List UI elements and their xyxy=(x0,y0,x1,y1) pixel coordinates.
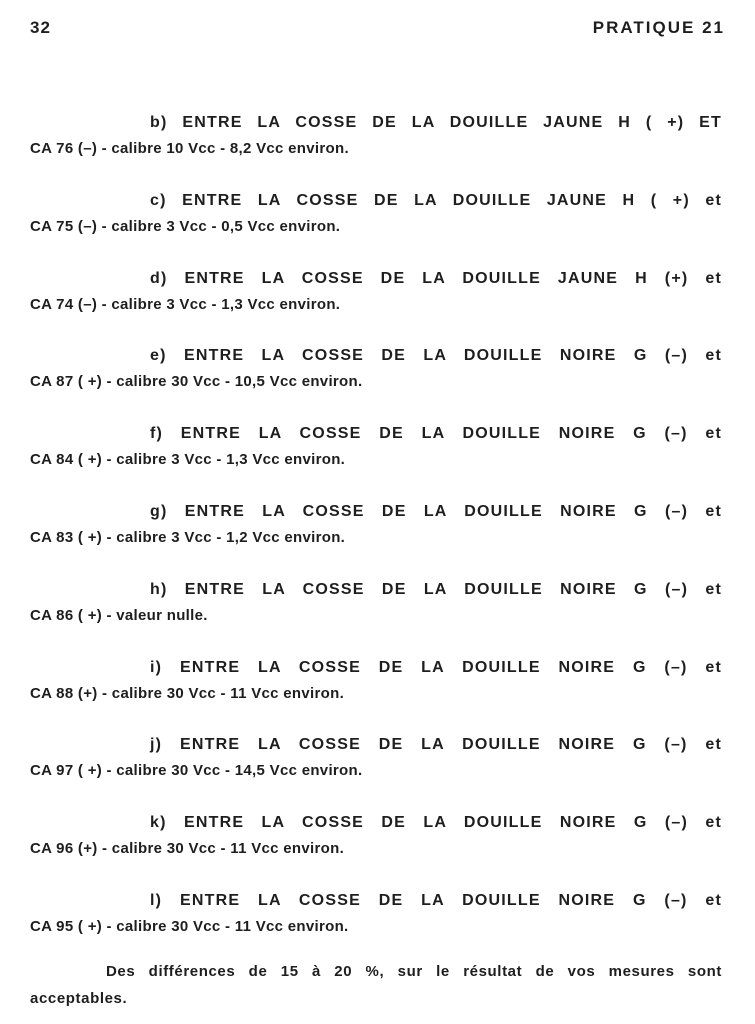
note-line-1: Des différences de 15 à 20 %, sur le résultat de vos mesures sont xyxy=(106,963,722,980)
item-heading: l) ENTRE LA COSSE DE LA DOUILLE NOIRE G (–) et xyxy=(150,891,722,909)
measurement-item-k xyxy=(30,810,722,888)
item-detail: CA 87 ( +) - calibre 30 Vcc - 10,5 Vcc environ. xyxy=(30,373,363,391)
page-number: 32 xyxy=(30,18,51,37)
measurement-item-c xyxy=(30,188,722,266)
measurement-list xyxy=(30,110,722,966)
measurement-item-i xyxy=(30,655,722,733)
measurement-item-d xyxy=(30,266,722,344)
tolerance-note xyxy=(30,958,722,1012)
item-detail: CA 74 (–) - calibre 3 Vcc - 1,3 Vcc environ. xyxy=(30,295,341,313)
item-heading: j) ENTRE LA COSSE DE LA DOUILLE NOIRE G (–) et xyxy=(150,736,722,754)
item-heading: g) ENTRE LA COSSE DE LA DOUILLE NOIRE G (–) et xyxy=(150,502,722,520)
item-detail: CA 84 ( +) - calibre 3 Vcc - 1,3 Vcc environ. xyxy=(30,451,346,469)
measurement-item-e xyxy=(30,343,722,421)
item-detail: CA 83 ( +) - calibre 3 Vcc - 1,2 Vcc environ. xyxy=(30,528,346,546)
item-heading: d) ENTRE LA COSSE DE LA DOUILLE JAUNE H (+) et xyxy=(150,269,722,287)
measurement-item-g xyxy=(30,499,722,577)
measurement-item-j xyxy=(30,732,722,810)
item-heading: c) ENTRE LA COSSE DE LA DOUILLE JAUNE H ( +) et xyxy=(150,191,722,209)
item-detail: CA 76 (–) - calibre 10 Vcc - 8,2 Vcc environ. xyxy=(30,140,349,157)
note-line-2: acceptables. xyxy=(30,990,128,1007)
item-heading: e) ENTRE LA COSSE DE LA DOUILLE NOIRE G (–) et xyxy=(150,347,722,365)
item-detail: CA 95 ( +) - calibre 30 Vcc - 11 Vcc environ. xyxy=(30,917,349,935)
item-heading: f) ENTRE LA COSSE DE LA DOUILLE NOIRE G (–) et xyxy=(150,425,722,443)
item-detail: CA 86 ( +) - valeur nulle. xyxy=(30,606,208,624)
measurement-item-f xyxy=(30,421,722,499)
item-detail: CA 97 ( +) - calibre 30 Vcc - 14,5 Vcc environ. xyxy=(30,762,363,780)
running-header xyxy=(30,18,725,42)
journal-title: PRATIQUE 21 xyxy=(592,18,725,37)
item-detail: CA 96 (+) - calibre 30 Vcc - 11 Vcc environ. xyxy=(30,840,345,858)
item-detail: CA 75 (–) - calibre 3 Vcc - 0,5 Vcc environ. xyxy=(30,217,341,235)
measurement-item-b xyxy=(30,110,722,188)
item-heading: k) ENTRE LA COSSE DE LA DOUILLE NOIRE G (–) et xyxy=(150,814,722,832)
measurement-item-h xyxy=(30,577,722,655)
item-detail: CA 88 (+) - calibre 30 Vcc - 11 Vcc environ. xyxy=(30,684,345,702)
item-heading: h) ENTRE LA COSSE DE LA DOUILLE NOIRE G (–) et xyxy=(150,580,722,598)
item-heading: i) ENTRE LA COSSE DE LA DOUILLE NOIRE G (–) et xyxy=(150,658,722,676)
measurement-item-l xyxy=(30,888,722,966)
item-heading: b) ENTRE LA COSSE DE LA DOUILLE JAUNE H ( +) ET xyxy=(150,114,722,131)
